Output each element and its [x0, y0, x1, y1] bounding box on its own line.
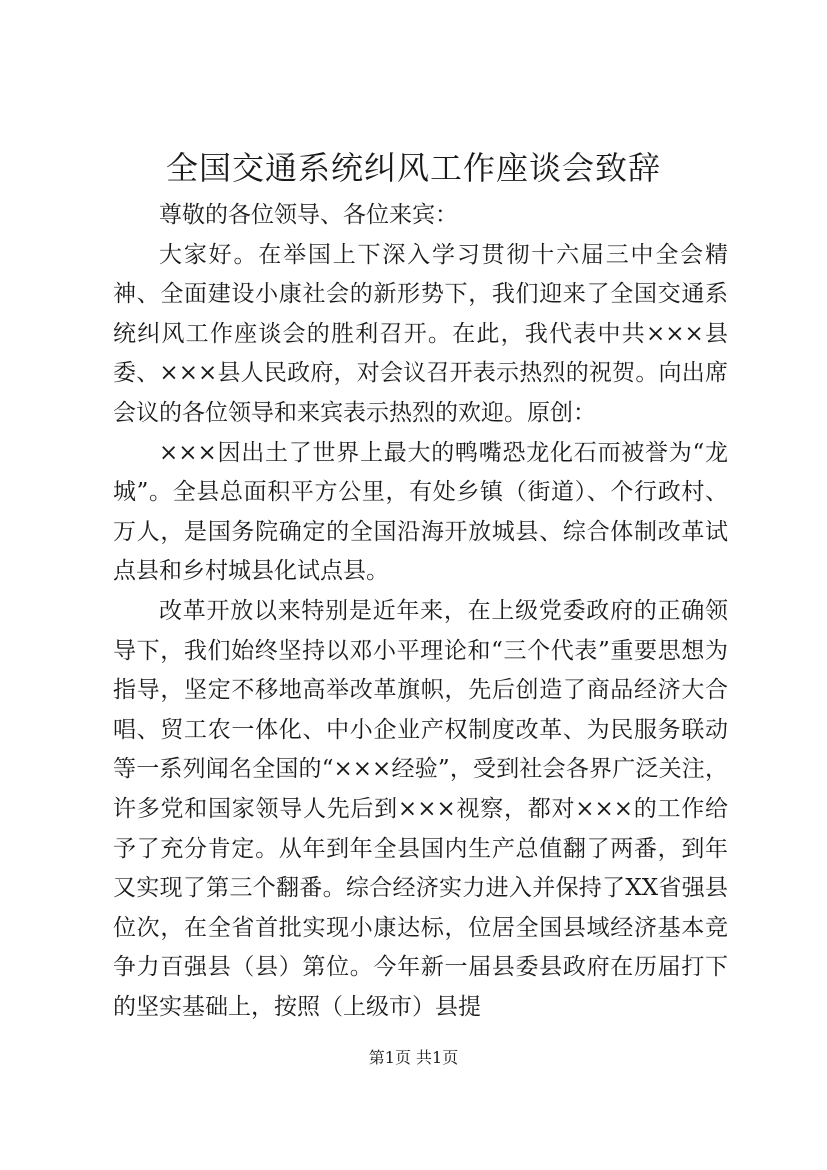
document-title: 全国交通系统纠风工作座谈会致辞	[165, 149, 661, 187]
paragraph-reform-achievements: 改革开放以来特别是近年来，在上级党委政府的正确领导下，我们始终坚持以邓小平理论和“三个代表”重要思想为指导，坚定不移地高举改革旗帜，先后创造了商品经济大合唱、贸工农一体化、中小企业产权制度改革、为民服务联动等一系列闻名全国的“×××经验”，受到社会各界广泛关注，许多党和国家领导人先后到×××视察，都对×××的工作给予了充分肯定。从年到年全县国内生产总值翻了两番，到年又实现了第三个翻番。综合经济实力进入并保持了XX省强县位次，在全省首批实现小康达标，位居全国县域经济基本竞争力百强县（县）第位。今年新一届县委县政府在历届打下的坚实基础上，按照（上级市）县提	[113, 597, 728, 1020]
document-body	[113, 196, 728, 1027]
salutation: 尊敬的各位领导、各位来宾：	[159, 202, 458, 228]
paragraph-county-intro: ×××因出土了世界上最大的鸭嘴恐龙化石而被誉为“龙城”。全县总面积平方公里，有处乡镇（街道）、个行政村、万人，是国务院确定的全国沿海开放城县、综合体制改革试点县和乡村城县化试点县。	[113, 439, 728, 585]
paragraph-greeting: 大家好。在举国上下深入学习贯彻十六届三中全会精神、全面建设小康社会的新形势下，我们迎来了全国交通系统纠风工作座谈会的胜利召开。在此，我代表中共×××县委、×××县人民政府，对会议召开表示热烈的祝贺。向出席会议的各位领导和来宾表示热烈的欢迎。原创：	[113, 241, 728, 426]
page-footer: 第1页 共1页	[368, 1048, 459, 1067]
